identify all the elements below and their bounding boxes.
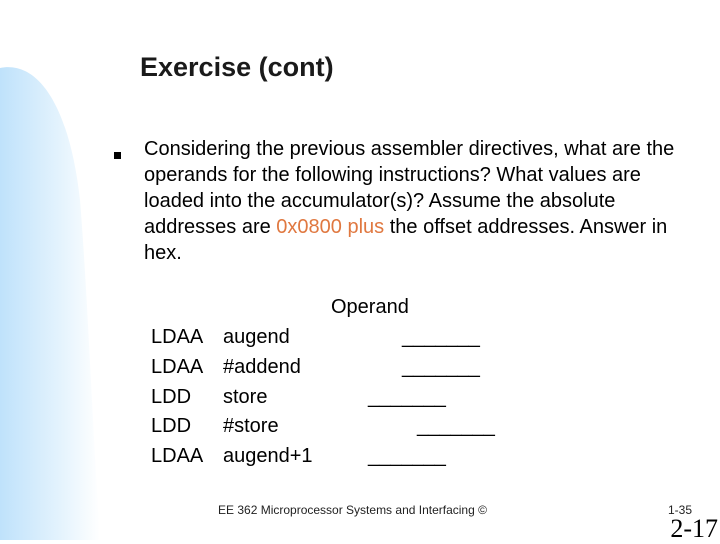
question-text-part-1: Considering the previous assembler directives, what are the operands for the following instructions? What values are loaded into the accumulator(s)? Assume the absolute addresses are <box>144 138 675 238</box>
answer-blank: _______ <box>368 386 446 408</box>
instruction-argument: store <box>223 386 268 408</box>
slide-title: Exercise (cont) <box>140 52 334 82</box>
question-text <box>144 136 684 266</box>
question-text-part-2: the offset addresses. Answer in hex. <box>144 216 668 264</box>
answer-blank: _______ <box>417 415 495 437</box>
instruction-opcode: LDAA <box>151 356 204 378</box>
instruction-opcode: LDAA <box>151 445 204 467</box>
bullet-square-icon <box>114 152 121 159</box>
instruction-opcode: LDAA <box>151 326 204 348</box>
slide-footer: EE 362 Microprocessor Systems and Interfacing © <box>218 503 487 517</box>
instruction-opcode: LDD <box>151 386 192 408</box>
answer-blank: _______ <box>402 356 480 378</box>
instruction-argument: augend <box>223 326 290 348</box>
highlight-address: 0x0800 plus <box>276 216 385 238</box>
answer-blank: _______ <box>402 326 480 348</box>
instruction-argument: #addend <box>223 356 301 378</box>
page-number: 1-35 <box>668 503 693 517</box>
answer-blank: _______ <box>368 445 446 467</box>
instruction-argument: augend+1 <box>223 445 313 467</box>
instruction-argument: #store <box>223 415 279 437</box>
instruction-opcode: LDD <box>151 415 192 437</box>
operand-column-header: Operand <box>331 296 409 318</box>
slide-number: 2-17 <box>670 514 718 543</box>
